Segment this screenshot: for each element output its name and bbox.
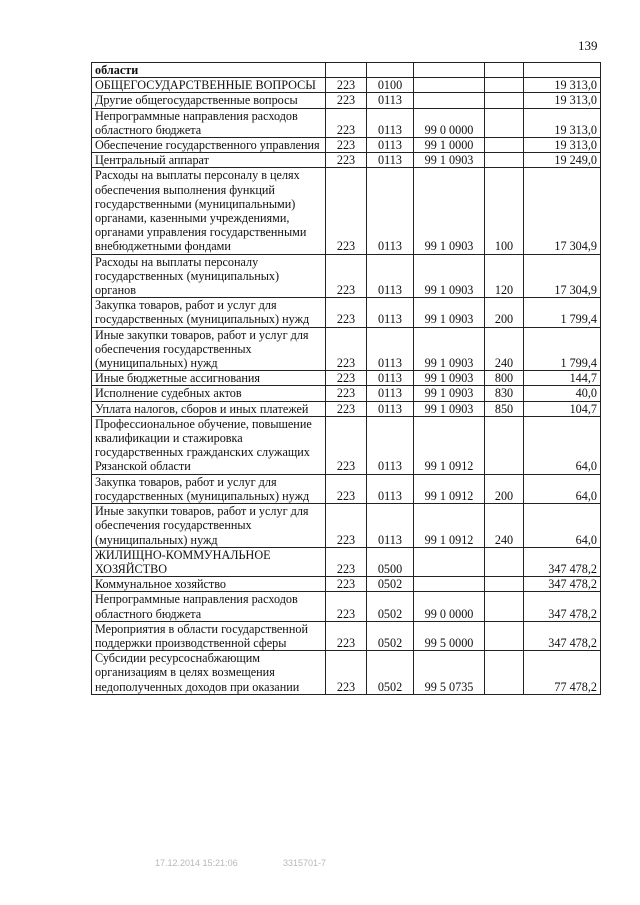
- row-target-article-cell: 99 5 0735: [414, 651, 485, 695]
- row-section-cell: 0113: [367, 153, 414, 168]
- row-sum-cell: 17 304,9: [524, 168, 601, 254]
- row-section-cell: 0113: [367, 138, 414, 153]
- row-sum-cell: 19 313,0: [524, 138, 601, 153]
- table-row: [92, 108, 601, 137]
- row-grbs-cell: 223: [326, 386, 367, 401]
- row-section-cell: 0113: [367, 298, 414, 327]
- row-expense-type-cell: 850: [485, 401, 524, 416]
- row-sum-cell: 19 313,0: [524, 93, 601, 108]
- table-row: [92, 371, 601, 386]
- row-expense-type-cell: [485, 416, 524, 474]
- row-grbs-cell: 223: [326, 254, 367, 298]
- table-row: [92, 416, 601, 474]
- row-expense-type-cell: [485, 592, 524, 621]
- row-section-cell: 0502: [367, 592, 414, 621]
- row-target-article-cell: 99 0 0000: [414, 108, 485, 137]
- table-row: [92, 577, 601, 592]
- row-name-cell: Иные бюджетные ассигнования: [92, 371, 326, 386]
- row-expense-type-cell: [485, 577, 524, 592]
- row-grbs-cell: 223: [326, 168, 367, 254]
- row-name-cell: Расходы на выплаты персоналу государственных (муниципальных) органов: [92, 254, 326, 298]
- row-sum-cell: 347 478,2: [524, 592, 601, 621]
- table-row: [92, 504, 601, 548]
- row-target-article-cell: [414, 78, 485, 93]
- footer-document-id: 3315701-7: [283, 858, 327, 868]
- row-name-cell: Другие общегосударственные вопросы: [92, 93, 326, 108]
- table-row: [92, 93, 601, 108]
- row-section-cell: 0113: [367, 401, 414, 416]
- row-section-cell: 0113: [367, 93, 414, 108]
- table-row: [92, 651, 601, 695]
- row-expense-type-cell: [485, 93, 524, 108]
- row-target-article-cell: 99 1 0903: [414, 327, 485, 371]
- row-sum-cell: 104,7: [524, 401, 601, 416]
- row-name-cell: Обеспечение государственного управления: [92, 138, 326, 153]
- row-expense-type-cell: [485, 63, 524, 78]
- row-expense-type-cell: 120: [485, 254, 524, 298]
- row-grbs-cell: 223: [326, 651, 367, 695]
- row-sum-cell: 19 249,0: [524, 153, 601, 168]
- row-target-article-cell: 99 1 0912: [414, 474, 485, 503]
- table-row: [92, 153, 601, 168]
- row-target-article-cell: 99 1 0903: [414, 298, 485, 327]
- row-target-article-cell: [414, 63, 485, 78]
- row-expense-type-cell: [485, 621, 524, 650]
- row-grbs-cell: 223: [326, 93, 367, 108]
- row-sum-cell: 347 478,2: [524, 547, 601, 576]
- row-section-cell: 0113: [367, 371, 414, 386]
- row-expense-type-cell: 200: [485, 298, 524, 327]
- row-section-cell: 0502: [367, 577, 414, 592]
- row-name-cell: Иные закупки товаров, работ и услуг для обеспечения государственных (муниципальных) нужд: [92, 504, 326, 548]
- row-expense-type-cell: 800: [485, 371, 524, 386]
- row-grbs-cell: 223: [326, 108, 367, 137]
- table-row: [92, 547, 601, 576]
- row-target-article-cell: [414, 577, 485, 592]
- row-name-cell: области: [92, 63, 326, 78]
- row-section-cell: 0502: [367, 651, 414, 695]
- row-grbs-cell: 223: [326, 371, 367, 386]
- row-name-cell: Профессиональное обучение, повышение квалификации и стажировка государственных гражданских служащих Рязанской области: [92, 416, 326, 474]
- row-expense-type-cell: 240: [485, 327, 524, 371]
- row-expense-type-cell: 200: [485, 474, 524, 503]
- row-grbs-cell: 223: [326, 138, 367, 153]
- row-section-cell: 0113: [367, 108, 414, 137]
- row-sum-cell: 1 799,4: [524, 327, 601, 371]
- row-target-article-cell: 99 1 0000: [414, 138, 485, 153]
- table-row: [92, 621, 601, 650]
- budget-table-body: [92, 63, 601, 695]
- table-row: [92, 254, 601, 298]
- row-name-cell: Непрограммные направления расходов областного бюджета: [92, 108, 326, 137]
- row-grbs-cell: 223: [326, 577, 367, 592]
- table-row: [92, 401, 601, 416]
- row-name-cell: Мероприятия в области государственной поддержки производственной сферы: [92, 621, 326, 650]
- table-row: [92, 298, 601, 327]
- row-section-cell: [367, 63, 414, 78]
- row-target-article-cell: 99 1 0912: [414, 416, 485, 474]
- row-expense-type-cell: 100: [485, 168, 524, 254]
- row-name-cell: Уплата налогов, сборов и иных платежей: [92, 401, 326, 416]
- table-row: [92, 592, 601, 621]
- row-sum-cell: [524, 63, 601, 78]
- footer-timestamp: 17.12.2014 15:21:06: [155, 858, 238, 868]
- row-name-cell: Коммунальное хозяйство: [92, 577, 326, 592]
- row-target-article-cell: 99 1 0903: [414, 153, 485, 168]
- row-sum-cell: 144,7: [524, 371, 601, 386]
- row-target-article-cell: 99 1 0903: [414, 254, 485, 298]
- row-grbs-cell: 223: [326, 401, 367, 416]
- table-row: [92, 138, 601, 153]
- row-target-article-cell: 99 1 0903: [414, 371, 485, 386]
- table-row: [92, 78, 601, 93]
- row-target-article-cell: 99 0 0000: [414, 592, 485, 621]
- row-grbs-cell: 223: [326, 474, 367, 503]
- row-expense-type-cell: 240: [485, 504, 524, 548]
- table-row: [92, 327, 601, 371]
- row-target-article-cell: 99 1 0903: [414, 168, 485, 254]
- row-grbs-cell: 223: [326, 153, 367, 168]
- row-grbs-cell: 223: [326, 298, 367, 327]
- row-section-cell: 0500: [367, 547, 414, 576]
- row-name-cell: Закупка товаров, работ и услуг для государственных (муниципальных) нужд: [92, 298, 326, 327]
- row-grbs-cell: 223: [326, 327, 367, 371]
- row-grbs-cell: 223: [326, 416, 367, 474]
- row-expense-type-cell: [485, 108, 524, 137]
- row-grbs-cell: 223: [326, 592, 367, 621]
- row-name-cell: ОБЩЕГОСУДАРСТВЕННЫЕ ВОПРОСЫ: [92, 78, 326, 93]
- row-name-cell: ЖИЛИЩНО-КОММУНАЛЬНОЕ ХОЗЯЙСТВО: [92, 547, 326, 576]
- row-sum-cell: 64,0: [524, 504, 601, 548]
- row-grbs-cell: 223: [326, 621, 367, 650]
- row-target-article-cell: [414, 93, 485, 108]
- budget-table: [91, 62, 601, 695]
- table-row: [92, 386, 601, 401]
- row-target-article-cell: 99 5 0000: [414, 621, 485, 650]
- table-row: [92, 474, 601, 503]
- row-sum-cell: 64,0: [524, 474, 601, 503]
- row-target-article-cell: 99 1 0903: [414, 401, 485, 416]
- row-expense-type-cell: [485, 547, 524, 576]
- row-section-cell: 0113: [367, 327, 414, 371]
- row-section-cell: 0113: [367, 386, 414, 401]
- row-name-cell: Расходы на выплаты персоналу в целях обеспечения выполнения функций государственными (муниципальными) органами, казенными учреждениями, органами управления государственными внебюджетными фондами: [92, 168, 326, 254]
- row-name-cell: Иные закупки товаров, работ и услуг для обеспечения государственных (муниципальных) нужд: [92, 327, 326, 371]
- row-sum-cell: 19 313,0: [524, 78, 601, 93]
- row-sum-cell: 347 478,2: [524, 621, 601, 650]
- row-expense-type-cell: [485, 651, 524, 695]
- row-name-cell: Центральный аппарат: [92, 153, 326, 168]
- row-sum-cell: 1 799,4: [524, 298, 601, 327]
- row-section-cell: 0502: [367, 621, 414, 650]
- row-expense-type-cell: [485, 153, 524, 168]
- page-number: 139: [578, 38, 598, 53]
- row-target-article-cell: [414, 547, 485, 576]
- row-sum-cell: 77 478,2: [524, 651, 601, 695]
- row-expense-type-cell: 830: [485, 386, 524, 401]
- row-sum-cell: 64,0: [524, 416, 601, 474]
- table-row: [92, 63, 601, 78]
- row-grbs-cell: 223: [326, 547, 367, 576]
- row-section-cell: 0113: [367, 504, 414, 548]
- row-section-cell: 0113: [367, 474, 414, 503]
- row-section-cell: 0100: [367, 78, 414, 93]
- row-sum-cell: 347 478,2: [524, 577, 601, 592]
- table-row: [92, 168, 601, 254]
- row-sum-cell: 17 304,9: [524, 254, 601, 298]
- row-name-cell: Субсидии ресурсоснабжающим организациям в целях возмещения недополученных доходов при оказании: [92, 651, 326, 695]
- row-expense-type-cell: [485, 78, 524, 93]
- row-name-cell: Непрограммные направления расходов областного бюджета: [92, 592, 326, 621]
- row-sum-cell: 40,0: [524, 386, 601, 401]
- row-name-cell: Закупка товаров, работ и услуг для государственных (муниципальных) нужд: [92, 474, 326, 503]
- row-target-article-cell: 99 1 0912: [414, 504, 485, 548]
- row-grbs-cell: 223: [326, 78, 367, 93]
- row-grbs-cell: 223: [326, 504, 367, 548]
- row-grbs-cell: [326, 63, 367, 78]
- row-expense-type-cell: [485, 138, 524, 153]
- row-section-cell: 0113: [367, 254, 414, 298]
- row-sum-cell: 19 313,0: [524, 108, 601, 137]
- row-target-article-cell: 99 1 0903: [414, 386, 485, 401]
- row-section-cell: 0113: [367, 416, 414, 474]
- row-name-cell: Исполнение судебных актов: [92, 386, 326, 401]
- row-section-cell: 0113: [367, 168, 414, 254]
